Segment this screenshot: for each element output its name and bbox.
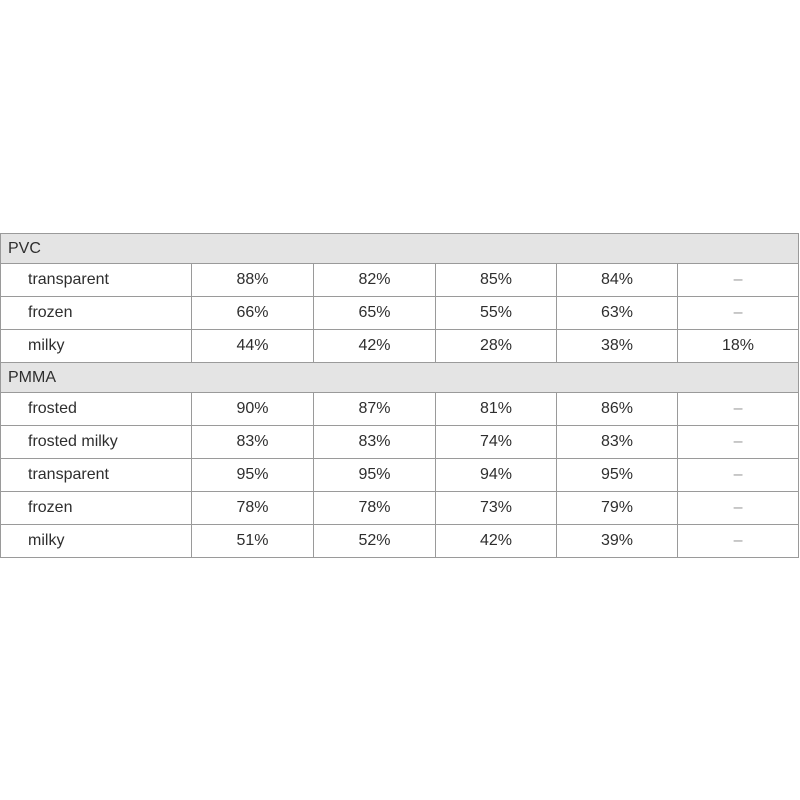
table-row [1, 459, 799, 492]
value-cell: 65% [314, 297, 436, 330]
value-cell: – [678, 492, 799, 525]
row-label: milky [1, 525, 192, 558]
row-label: transparent [1, 459, 192, 492]
group-header-row [1, 363, 799, 393]
table-row [1, 492, 799, 525]
row-label: frozen [1, 492, 192, 525]
row-label: milky [1, 330, 192, 363]
value-cell: – [678, 459, 799, 492]
value-cell: 95% [314, 459, 436, 492]
value-cell: 86% [557, 393, 678, 426]
value-cell: 44% [192, 330, 314, 363]
row-label: transparent [1, 264, 192, 297]
value-cell: 81% [436, 393, 557, 426]
table-row [1, 264, 799, 297]
value-cell: – [678, 393, 799, 426]
value-cell: 55% [436, 297, 557, 330]
table-row [1, 525, 799, 558]
table-row [1, 393, 799, 426]
value-cell: – [678, 426, 799, 459]
value-cell: – [678, 297, 799, 330]
value-cell: 87% [314, 393, 436, 426]
value-cell: 42% [314, 330, 436, 363]
row-label: frosted milky [1, 426, 192, 459]
group-header-pvc: PVC [1, 234, 799, 264]
row-label: frozen [1, 297, 192, 330]
value-cell: 94% [436, 459, 557, 492]
value-cell: 38% [557, 330, 678, 363]
material-transmission-table [0, 233, 799, 558]
value-cell: 85% [436, 264, 557, 297]
value-cell: 18% [678, 330, 799, 363]
table-body [1, 234, 799, 558]
value-cell: 83% [314, 426, 436, 459]
value-cell: 52% [314, 525, 436, 558]
value-cell: 88% [192, 264, 314, 297]
value-cell: 63% [557, 297, 678, 330]
value-cell: 79% [557, 492, 678, 525]
value-cell: 66% [192, 297, 314, 330]
value-cell: 28% [436, 330, 557, 363]
value-cell: 90% [192, 393, 314, 426]
value-cell: 83% [557, 426, 678, 459]
material-transmission-table-container [0, 233, 798, 558]
group-header-pmma: PMMA [1, 363, 799, 393]
value-cell: 78% [314, 492, 436, 525]
value-cell: 83% [192, 426, 314, 459]
value-cell: – [678, 525, 799, 558]
value-cell: 82% [314, 264, 436, 297]
table-row [1, 297, 799, 330]
table-row [1, 330, 799, 363]
value-cell: 73% [436, 492, 557, 525]
table-row [1, 426, 799, 459]
value-cell: 74% [436, 426, 557, 459]
value-cell: 95% [192, 459, 314, 492]
row-label: frosted [1, 393, 192, 426]
value-cell: 51% [192, 525, 314, 558]
value-cell: 84% [557, 264, 678, 297]
value-cell: 39% [557, 525, 678, 558]
value-cell: – [678, 264, 799, 297]
value-cell: 42% [436, 525, 557, 558]
group-header-row [1, 234, 799, 264]
value-cell: 95% [557, 459, 678, 492]
value-cell: 78% [192, 492, 314, 525]
